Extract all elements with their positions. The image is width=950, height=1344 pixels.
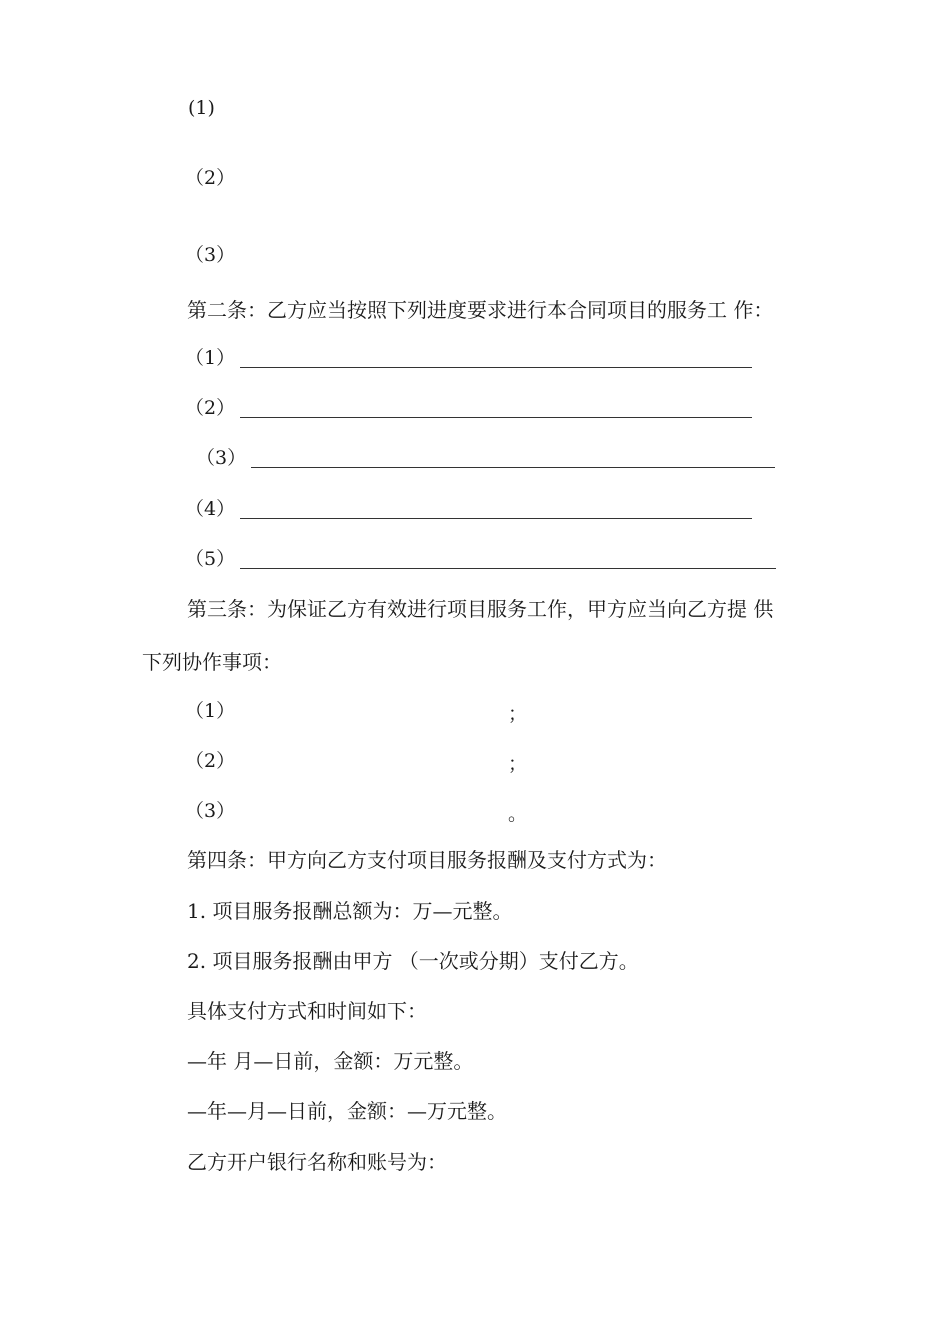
article1-item-2: （2） [185, 167, 236, 189]
article4-heading: 第四条：甲方向乙方支付项目服务报酬及支付方式为： [187, 848, 667, 872]
article3-item-3-end: 。 [508, 803, 528, 825]
article2-blank-1[interactable] [240, 367, 752, 368]
article3-heading-line1: 第三条：为保证乙方有效进行项目服务工作，甲方应当向乙方提 供 [187, 597, 774, 621]
article1-item-1: (1) [188, 97, 215, 119]
article3-item-1-end: ； [508, 703, 528, 725]
article2-blank-2[interactable] [240, 417, 752, 418]
article2-blank-4[interactable] [240, 518, 752, 519]
article3-item-1: （1） [185, 700, 236, 722]
article2-item-2: （2） [185, 397, 236, 419]
bank-account-heading: 乙方开户银行名称和账号为： [187, 1150, 447, 1174]
article3-item-2: （2） [185, 750, 236, 772]
article2-item-4: （4） [185, 498, 236, 520]
article2-item-5: （5） [185, 548, 236, 570]
article2-item-3: （3） [196, 447, 247, 469]
article3-item-2-end: ； [508, 753, 528, 775]
article2-item-1: （1） [185, 347, 236, 369]
article2-blank-3[interactable] [251, 467, 775, 468]
payment-schedule-line-1: —年 月—日前，金额：万元整。 [187, 1049, 474, 1073]
payment-schedule-heading: 具体支付方式和时间如下： [187, 999, 427, 1023]
article2-blank-5[interactable] [240, 568, 776, 569]
article4-item-1: 1. 项目服务报酬总额为：万—元整。 [187, 899, 513, 923]
article1-item-3: （3） [185, 244, 236, 266]
article4-item-2: 2. 项目服务报酬由甲方 （一次或分期）支付乙方。 [187, 949, 639, 973]
article3-item-3: （3） [185, 800, 236, 822]
article3-heading-line2: 下列协作事项： [142, 650, 282, 674]
article2-heading: 第二条：乙方应当按照下列进度要求进行本合同项目的服务工 作： [187, 298, 774, 322]
payment-schedule-line-2: —年—月—日前，金额：—万元整。 [187, 1099, 507, 1123]
